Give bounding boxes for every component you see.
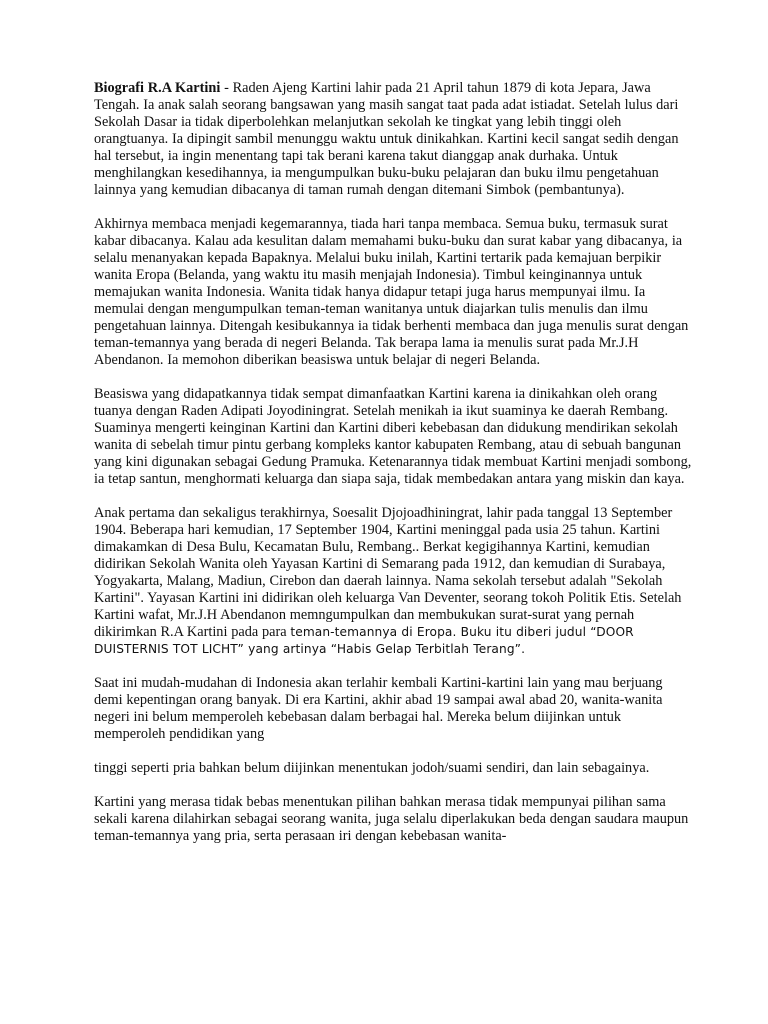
document-title: Biografi R.A Kartini: [94, 80, 221, 96]
paragraph-reading: Akhirnya membaca menjadi kegemarannya, tiada hari tanpa membaca. Semua buku, termasuk surat kabar dibacanya. Kalau ada kesulitan dalam memahami buku-buku dan surat kabar yang dibacanya, ia selalu menanyakan kepada Bapaknya. Melalui buku inilah, Kartini tertarik pada kemajuan berpikir wanita Eropa (Belanda, yang waktu itu masih menjajah Indonesia). Timbul keinginannya untuk memajukan wanita Indonesia. Wanita tidak hanya didapur tetapi juga harus mempunyai ilmu. Ia memulai dengan mengumpulkan teman-teman wanitanya untuk diajarkan tulis menulis dan ilmu pengetahuan lainnya. Ditengah kesibukannya ia tidak berhenti membaca dan juga menulis surat dengan teman-temannya yang berada di negeri Belanda. Tak berapa lama ia menulis surat pada Mr.J.H Abendanon. Ia memohon diberikan beasiswa untuk belajar di negeri Belanda.: [94, 216, 689, 368]
paragraph-marriage: Beasiswa yang didapatkannya tidak sempat dimanfaatkan Kartini karena ia dinikahkan oleh orang tuanya dengan Raden Adipati Joyodiningrat. Setelah menikah ia ikut suaminya ke daerah Rembang. Suaminya mengerti keinginan Kartini dan Kartini diberi kebebasan dan didukung mendirikan sekolah wanita di sebelah timur pintu gerbang kompleks kantor kabupaten Rembang, atau di sebuah bangunan yang kini digunakan sebagai Gedung Pramuka. Ketenarannya tidak membuat Kartini menjadi sombong, ia tetap santun, menghormati keluarga dan siapa saja, tidak membedakan antara yang miskin dan kaya.: [94, 386, 692, 487]
paragraph-legacy-book-title: teman-temannya di Eropa. Buku itu diberi judul “DOOR DUISTERNIS TOT LICHT” yang artinya “Habis Gelap Terbitlah Terang”.: [94, 625, 634, 656]
paragraph-continuation: tinggi seperti pria bahkan belum diijinkan menentukan jodoh/suami sendiri, dan lain sebagainya.: [94, 760, 650, 776]
paragraph-intro: [94, 80, 694, 199]
paragraph-today: Saat ini mudah-mudahan di Indonesia akan terlahir kembali Kartini-kartini lain yang mau berjuang demi kepentingan orang banyak. Di era Kartini, akhir abad 19 sampai awal abad 20, wanita-wanita negeri ini belum memperoleh kebebasan dalam berbagai hal. Mereka belum diijinkan untuk memperoleh pendidikan yang: [94, 675, 663, 742]
paragraph-closing: Kartini yang merasa tidak bebas menentukan pilihan bahkan merasa tidak mempunyai pilihan sama sekali karena dilahirkan sebagai seorang wanita, juga selalu diperlakukan beda dengan saudara maupun teman-temannya yang pria, serta perasaan iri dengan kebebasan wanita-: [94, 794, 689, 844]
paragraph-legacy: [94, 505, 694, 658]
paragraph-intro-text: - Raden Ajeng Kartini lahir pada 21 April tahun 1879 di kota Jepara, Jawa Tengah. Ia anak salah seorang bangsawan yang masih sangat taat pada adat istiadat. Setelah lulus dari Sekolah Dasar ia tidak diperbolehkan melanjutkan sekolah ke tingkat yang lebih tinggi oleh orangtuanya. Ia dipingit sambil menunggu waktu untuk dinikahkan. Kartini kecil sangat sedih dengan hal tersebut, ia ingin menentang tapi tak berani karena takut dianggap anak durhaka. Untuk menghilangkan kesedihannya, ia mengumpulkan buku-buku pelajaran dan buku ilmu pengetahuan lainnya yang kemudian dibacanya di taman rumah dengan ditemani Simbok (pembantunya).: [94, 80, 679, 198]
paragraph-legacy-text: Anak pertama dan sekaligus terakhirnya, Soesalit Djojoadhiningrat, lahir pada tanggal 13 September 1904. Beberapa hari kemudian, 17 September 1904, Kartini meninggal pada usia 25 tahun. Kartini dimakamkan di Desa Bulu, Kecamatan Bulu, Rembang.. Berkat kegigihannya Kartini, kemudian didirikan Sekolah Wanita oleh Yayasan Kartini di Semarang pada 1912, dan kemudian di Surabaya, Yogyakarta, Malang, Madiun, Cirebon dan daerah lainnya. Nama sekolah tersebut adalah "Sekolah Kartini". Yayasan Kartini ini didirikan oleh keluarga Van Deventer, seorang tokoh Politik Etis. Setelah Kartini wafat, Mr.J.H Abendanon memngumpulkan dan membukukan surat-surat yang pernah dikirimkan R.A Kartini pada para: [94, 505, 682, 640]
document-page: [94, 80, 694, 862]
